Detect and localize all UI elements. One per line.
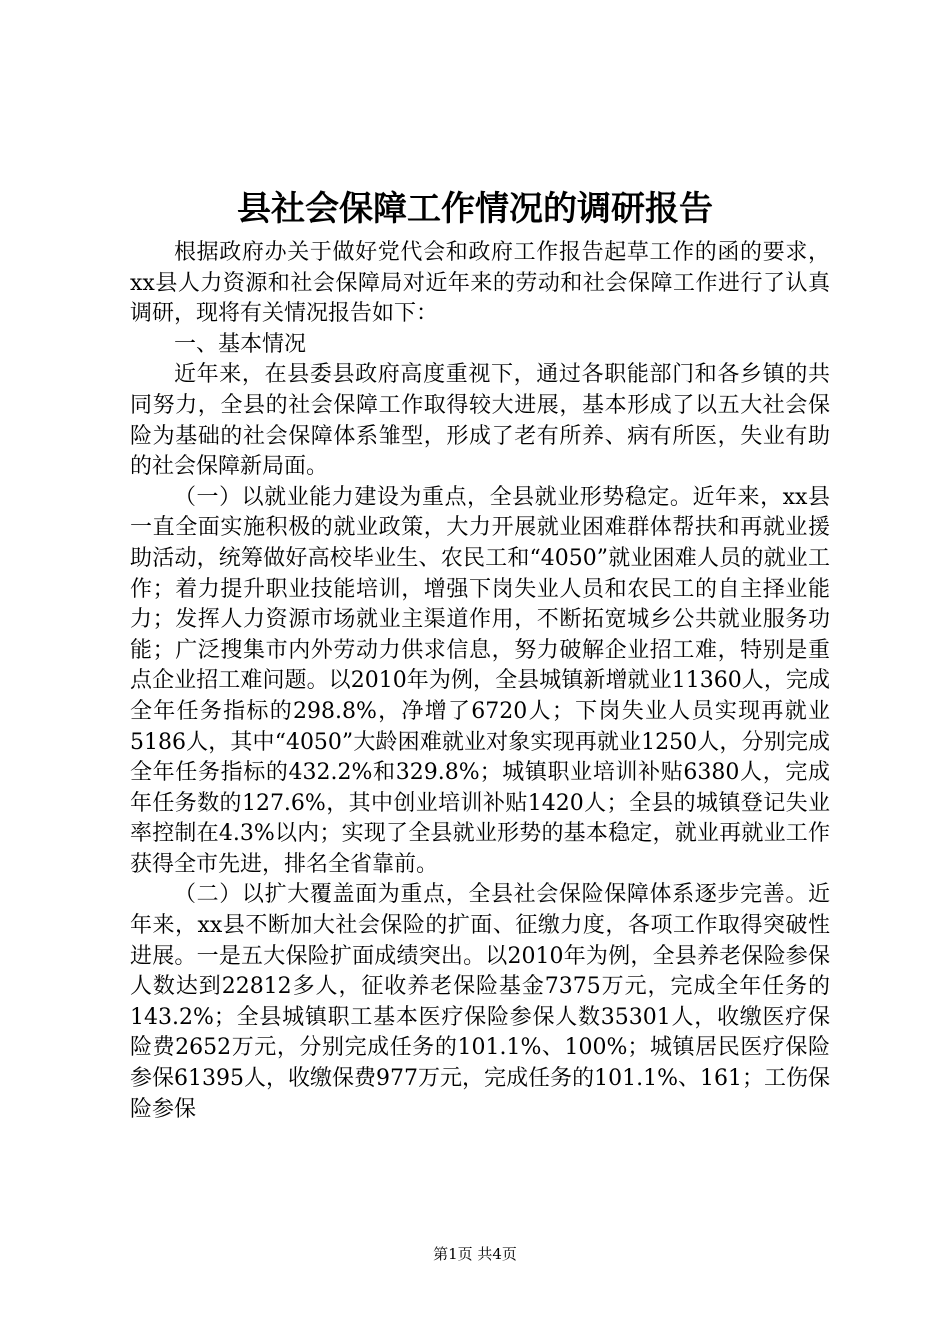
overview-paragraph: 近年来，在县委县政府高度重视下，通过各职能部门和各乡镇的共同努力，全县的社会保障工作取得较大进展，基本形成了以五大社会保险为基础的社会保障体系雏型，形成了老有所养、病有所医，失业有助的社会保障新局面。 [130, 362, 830, 480]
document-title: 县社会保障工作情况的调研报告 [237, 189, 713, 229]
document-body [130, 238, 830, 1125]
social-insurance-paragraph: （二）以扩大覆盖面为重点，全县社会保险保障体系逐步完善。近年来，xx县不断加大社会保险的扩面、征缴力度，各项工作取得突破性进展。一是五大保险扩面成绩突出。以2010年为例，全县养老保险参保人数达到22812多人，征收养老保险基金7375万元，完成全年任务的143.2%；全县城镇职工基本医疗保险参保人数35301人，收缴医疗保险费2652万元，分别完成任务的101.1%、100%；城镇居民医疗保险参保61395人，收缴保费977万元，完成任务的101.1%、161；工伤保险参保 [130, 882, 830, 1122]
employment-paragraph: （一）以就业能力建设为重点，全县就业形势稳定。近年来，xx县一直全面实施积极的就业政策，大力开展就业困难群体帮扶和再就业援助活动，统筹做好高校毕业生、农民工和“4050”就业困难人员的就业工作；着力提升职业技能培训，增强下岗失业人员和农民工的自主择业能力；发挥人力资源市场就业主渠道作用，不断拓宽城乡公共就业服务功能；广泛搜集市内外劳动力供求信息，努力破解企业招工难，特别是重点企业招工难问题。以2010年为例，全县城镇新增就业11360人，完成全年任务指标的298.8%，净增了6720人；下岗失业人员实现再就业5186人，其中“4050”大龄困难就业对象实现再就业1250人，分别完成全年任务指标的432.2%和329.8%；城镇职业培训补贴6380人，完成年任务数的127.6%，其中创业培训补贴1420人；全县的城镇登记失业率控制在4.3%以内；实现了全县就业形势的基本稳定，就业再就业工作获得全市先进，排名全省靠前。 [130, 484, 830, 877]
intro-paragraph: 根据政府办关于做好党代会和政府工作报告起草工作的函的要求，xx县人力资源和社会保障局对近年来的劳动和社会保障工作进行了认真调研，现将有关情况报告如下： [130, 240, 830, 327]
section-heading-basic-situation: 一、基本情况 [174, 331, 307, 357]
page-footer: 第1页 共4页 [433, 1245, 517, 1263]
